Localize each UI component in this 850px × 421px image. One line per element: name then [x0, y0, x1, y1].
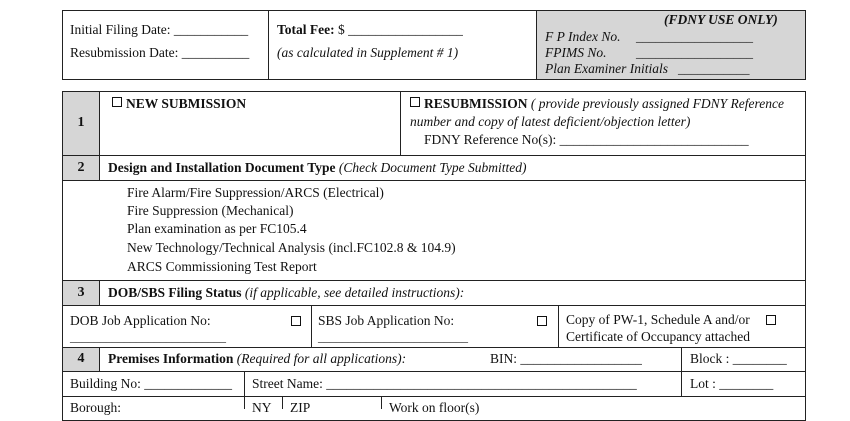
- resubmission-label: RESUBMISSION: [424, 96, 528, 111]
- sbs-job-application-field[interactable]: _________________________: [318, 330, 468, 344]
- resubmission-note-2: number and copy of latest deficient/objection letter): [410, 114, 691, 129]
- pw1-copy-checkbox[interactable]: [766, 315, 776, 325]
- building-no-field[interactable]: Building No: _____________: [70, 376, 233, 391]
- section-3-number: 3: [77, 285, 85, 300]
- new-submission-checkbox[interactable]: [112, 97, 122, 107]
- section-4-heading: [108, 351, 406, 367]
- fp-index-label: F P Index No.: [545, 29, 621, 44]
- total-fee-label: Total Fee:: [277, 22, 335, 37]
- pw1-copy-label: Copy of PW-1, Schedule A and/or: [566, 312, 750, 327]
- new-submission-label: NEW SUBMISSION: [126, 96, 247, 111]
- section-2-title: Design and Installation Document Type: [108, 160, 336, 175]
- fpims-blank[interactable]: __________________: [636, 45, 753, 60]
- section-4-title: Premises Information: [108, 351, 234, 366]
- section-3-heading: [108, 285, 464, 301]
- sbs-job-application-label: SBS Job Application No:: [318, 313, 455, 328]
- bin-field[interactable]: BIN: __________________: [490, 351, 642, 366]
- work-on-floors-label: Work on floor(s): [389, 400, 480, 415]
- total-fee-value[interactable]: $ _________________: [338, 22, 463, 37]
- resubmission-date: Resubmission Date: __________: [70, 45, 250, 60]
- section-2-heading: [108, 160, 527, 176]
- section-4-note: (Required for all applications):: [236, 351, 407, 366]
- dob-job-checkbox[interactable]: [291, 316, 301, 326]
- doc-type-item[interactable]: Plan examination as per FC105.4: [127, 221, 307, 236]
- block-field[interactable]: Block : ________: [690, 351, 787, 366]
- street-name-field[interactable]: Street Name: ______________________________________________: [252, 376, 637, 391]
- total-fee: [277, 22, 463, 38]
- lot-field[interactable]: Lot : ________: [690, 376, 774, 391]
- section-3-title: DOB/SBS Filing Status: [108, 285, 242, 300]
- doc-type-item[interactable]: New Technology/Technical Analysis (incl.FC102.8 & 104.9): [127, 240, 456, 255]
- resubmission-note-1: ( provide previously assigned FDNY Reference: [530, 96, 784, 111]
- fp-index-blank[interactable]: __________________: [636, 29, 753, 44]
- doc-type-item[interactable]: Fire Suppression (Mechanical): [127, 203, 294, 218]
- section-2-number: 2: [77, 160, 85, 175]
- borough-label: Borough:: [70, 400, 122, 415]
- section-4-number: 4: [77, 351, 85, 366]
- plan-examiner-blank[interactable]: ___________: [678, 61, 750, 76]
- section-1-number: 1: [77, 115, 85, 130]
- section-2-note: (Check Document Type Submitted): [338, 160, 527, 175]
- fdny-use-only-label: (FDNY USE ONLY): [664, 12, 778, 27]
- certificate-occupancy-label: Certificate of Occupancy attached: [566, 329, 751, 344]
- fdny-reference-field[interactable]: FDNY Reference No(s): ____________________________: [424, 132, 749, 147]
- total-fee-note: (as calculated in Supplement # 1): [277, 45, 459, 60]
- doc-type-item[interactable]: ARCS Commissioning Test Report: [127, 259, 317, 274]
- resubmission-option[interactable]: [410, 96, 784, 112]
- state-label: NY: [252, 400, 272, 415]
- initial-filing-date: Initial Filing Date: ___________: [70, 22, 249, 37]
- doc-type-item[interactable]: Fire Alarm/Fire Suppression/ARCS (Electrical): [127, 185, 384, 200]
- dob-job-application-field[interactable]: __________________________: [70, 330, 226, 344]
- dob-job-application-label: DOB Job Application No:: [70, 313, 211, 328]
- section-3-note: (if applicable, see detailed instructions):: [244, 285, 465, 300]
- plan-examiner-label: Plan Examiner Initials: [545, 61, 668, 76]
- fpims-label: FPIMS No.: [545, 45, 607, 60]
- zip-label: ZIP: [290, 400, 311, 415]
- sbs-job-checkbox[interactable]: [537, 316, 547, 326]
- new-submission-option[interactable]: [112, 96, 246, 112]
- resubmission-checkbox[interactable]: [410, 97, 420, 107]
